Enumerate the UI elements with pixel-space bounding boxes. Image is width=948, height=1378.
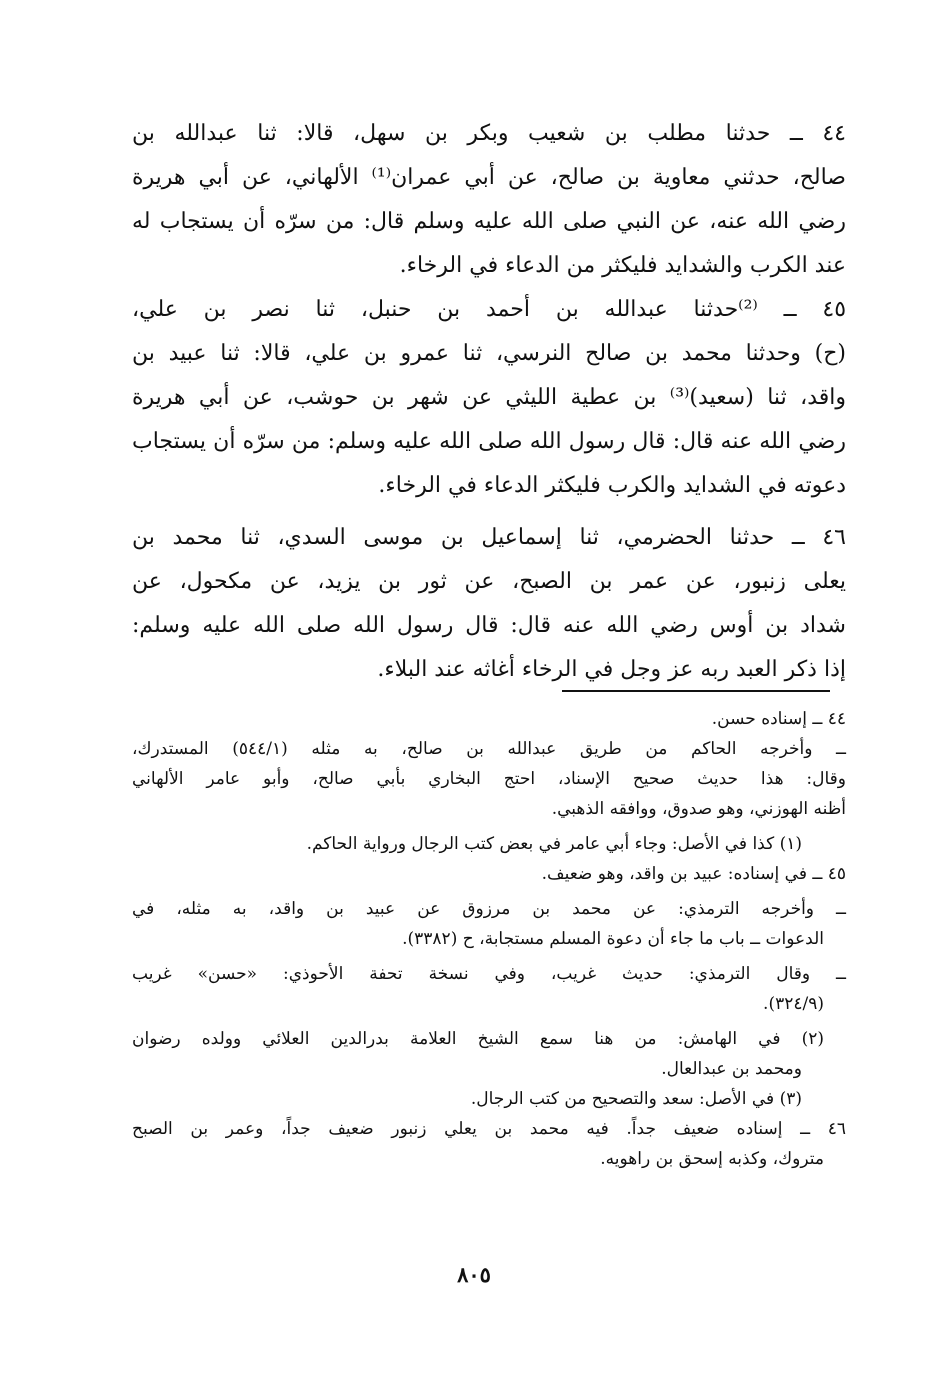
footnote-2-line-2: ومحمد بن عبدالعال. xyxy=(661,1059,802,1079)
hadith-46-line-4: إذا ذكر العبد ربه عز وجل في الرخاء أغاثه عند البلاء. xyxy=(377,657,846,682)
hadith-text-block xyxy=(132,112,846,692)
note-45-line-2: الدعوات ــ باب ما جاء أن دعوة المسلم مستجابة، ح (٣٣٨٢). xyxy=(402,929,824,949)
hadith-44-line-2: صالح، حدثني معاوية بن صالح، عن أبي عمران⁽¹⁾ الألهاني، عن أبي هريرة xyxy=(132,165,846,190)
footnote-separator xyxy=(562,690,830,692)
hadith-44-line-3: رضي الله عنه، عن النبي صلى الله عليه وسلم قال: من سرّه أن يستجاب له xyxy=(132,209,846,234)
hadith-46-line-3: شداد بن أوس رضي الله عنه قال: قال رسول الله صلى الله عليه وسلم: xyxy=(132,613,846,638)
note-45-line-3: ــ وقال الترمذي: حديث غريب، وفي نسخة تحفة الأحوذي: «حسن» غريب xyxy=(132,964,846,984)
page-number: ٨٠٥ xyxy=(457,1262,491,1287)
hadith-44-line-1: ٤٤ ــ حدثنا مطلب بن شعيب وبكر بن سهل، قالا: ثنا عبدالله بن xyxy=(132,121,846,146)
note-45-line-1: ــ وأخرجه الترمذي: عن محمد بن مرزوق عن عبيد بن واقد، به مثله، في xyxy=(132,899,846,919)
hadith-46-line-2: يعلى زنبور، عن عمر بن الصبح، عن ثور بن يزيد، عن مكحول، عن xyxy=(132,569,846,594)
footnotes-block xyxy=(132,704,846,1174)
note-44-heading: ٤٤ ــ إسناده حسن. xyxy=(711,709,846,729)
note-46-line-2: متروك، وكذبه إسحق بن راهويه. xyxy=(600,1149,824,1169)
note-44-line-3: أظنه الهوزني، وهو صدوق، ووافقه الذهبي. xyxy=(551,799,846,819)
note-44-line-2: وقال: هذا حديث صحيح الإسناد، احتج البخاري بأبي صالح، وأبو عامر الألهاني xyxy=(132,769,846,789)
footnote-1: (١) كذا في الأصل: وجاء أبي عامر في بعض كتب الرجال ورواية الحاكم. xyxy=(306,834,802,854)
note-45-line-4: (٣٢٤/٩). xyxy=(763,994,824,1014)
hadith-45-line-2: (ح) وحدثنا محمد بن صالح النرسي، ثنا عمرو بن علي، قالا: ثنا عبيد بن xyxy=(132,341,846,366)
footnote-3: (٣) في الأصل: سعد والتصحيح من كتب الرجال. xyxy=(470,1089,802,1109)
note-45-heading: ٤٥ ــ في إسناده: عبيد بن واقد، وهو ضعيف. xyxy=(541,864,846,884)
footnote-2-line-1: (٢) في الهامش: من هنا سمع الشيخ العلامة بدرالدين العلائي وولده رضوان xyxy=(132,1029,824,1049)
hadith-45-line-4: رضي الله عنه قال: قال رسول الله صلى الله عليه وسلم: من سرّه أن يستجاب xyxy=(132,429,846,454)
note-46-line-1: ٤٦ ــ إسناده ضعيف جداً. فيه محمد بن يعلي زنبور ضعيف جداً، وعمر بن الصبح xyxy=(132,1119,846,1139)
hadith-45-line-1: ٤٥ ــ ⁽²⁾حدثنا عبدالله بن أحمد بن حنبل، ثنا نصر بن علي، xyxy=(132,297,847,322)
hadith-45-line-5: دعوته في الشدايد والكرب فليكثر الدعاء في الرخاء. xyxy=(378,473,846,498)
hadith-44-line-4: عند الكرب والشدايد فليكثر من الدعاء في الرخاء. xyxy=(399,253,846,278)
note-44-line-1: ــ وأخرجه الحاكم من طريق عبدالله بن صالح، به مثله (٥٤٤/١) المستدرك، xyxy=(132,739,847,759)
hadith-46-line-1: ٤٦ ــ حدثنا الحضرمي، ثنا إسماعيل بن موسى السدي، ثنا محمد بن xyxy=(132,525,846,550)
hadith-45-line-3: واقد، ثنا (سعيد)⁽³⁾ بن عطية الليثي عن شهر بن حوشب، عن أبي هريرة xyxy=(132,385,846,410)
